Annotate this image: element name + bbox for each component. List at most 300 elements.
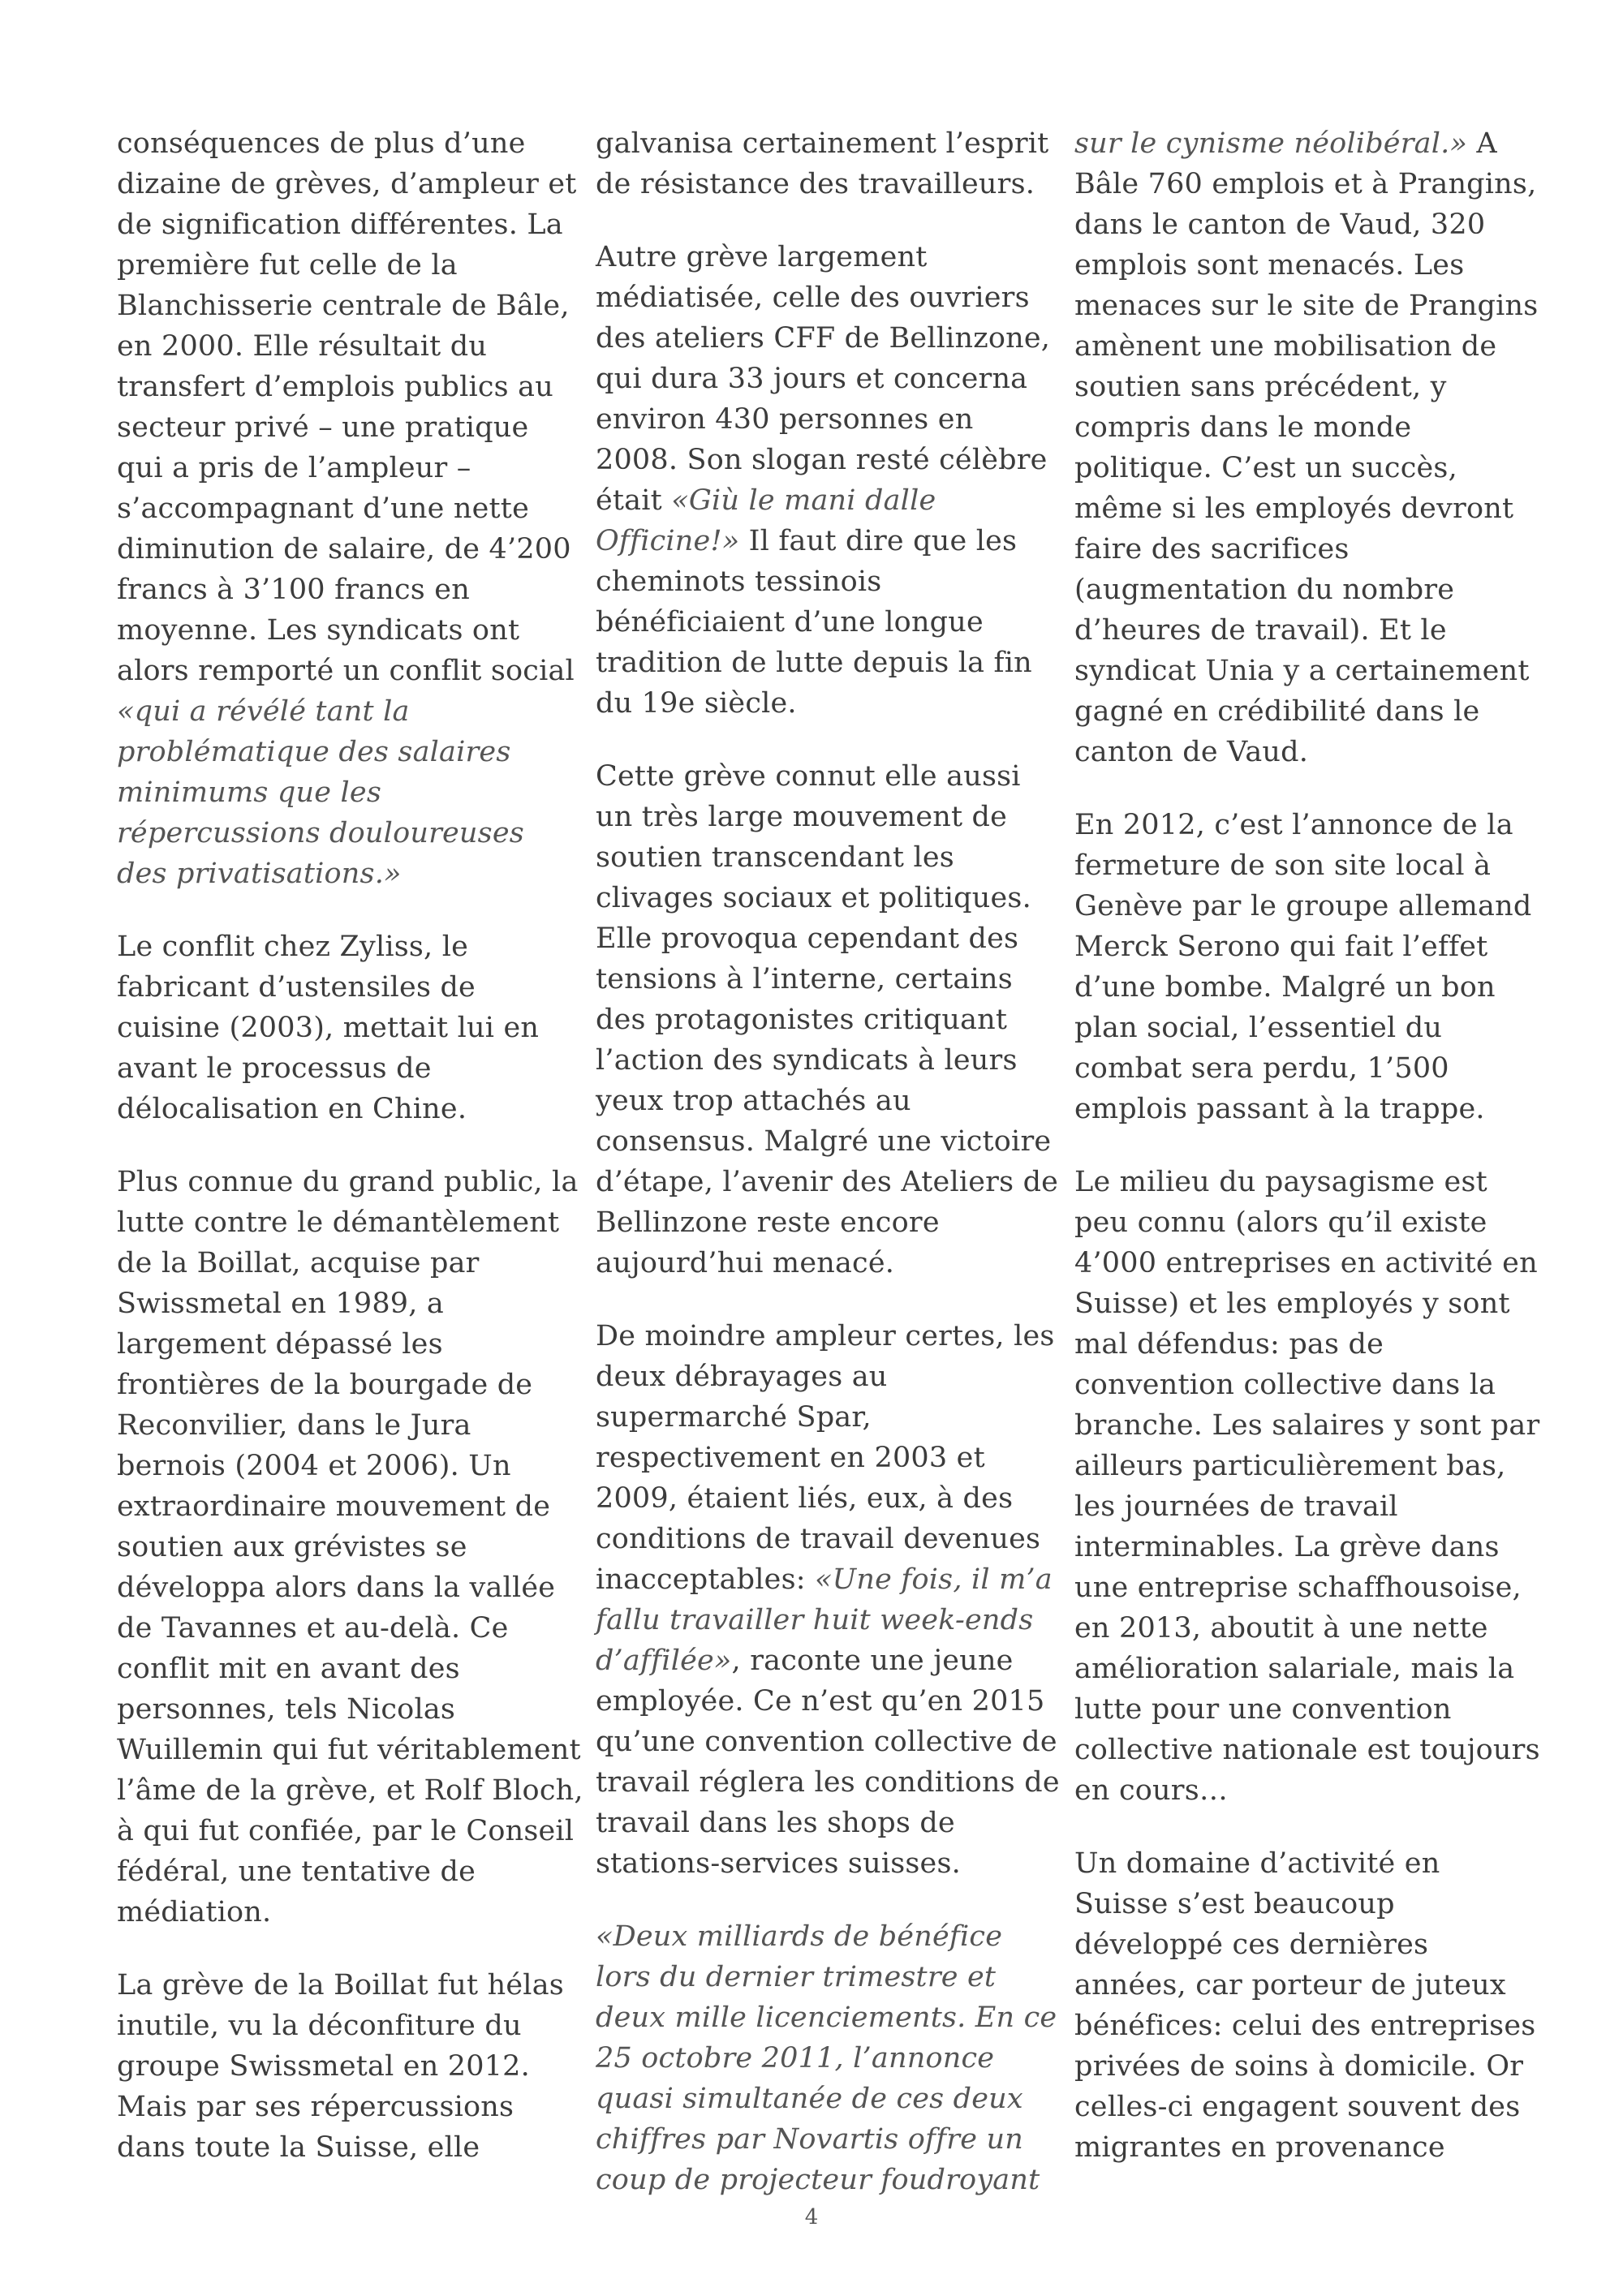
text-segment: de Tavannes et au-delà. Ce [117,1612,509,1645]
text-line [596,1997,1057,2038]
text-line [1074,1486,1525,1527]
text-segment: collective nationale est toujours [1074,1734,1540,1766]
text-segment: en 2013, aboutit à une nette [1074,1612,1488,1645]
text-line [117,529,571,570]
text-line [596,959,1038,1000]
italic-quote-segment: coup de projecteur foudroyant [596,2164,1040,2196]
text-line [596,602,1038,643]
text-line [1074,529,1525,570]
text-line [117,1965,564,2006]
text-segment: une entreprise schaffhousoise, [1074,1572,1522,1604]
text-line [1074,1324,1525,1365]
text-line [1074,1283,1525,1324]
text-line [596,1000,1038,1040]
text-line [596,2079,1038,2119]
text-line [596,359,1038,399]
text-line [1074,845,1525,886]
text-segment: syndicat Unia y a certainement [1074,655,1530,687]
text-segment: cheminots tessinois [596,565,882,598]
text-line [596,1519,1041,1559]
text-line [596,561,1038,602]
text-segment: 2009, étaient liés, eux, à des [596,1482,1014,1515]
text-segment: Suisse s’est beaucoup [1074,1888,1395,1920]
text-line [1074,326,1525,367]
text-line [596,1681,1045,1722]
text-line [117,326,559,367]
text-line [1074,1089,1525,1129]
text-line [117,1446,559,1486]
text-segment: du 19e siècle. [596,687,797,720]
text-segment: personnes, tels Nicolas [117,1693,456,1726]
text-line [596,1843,1038,1884]
text-segment: inutile, vu la déconfiture du [117,2010,522,2042]
text-line [1074,1405,1540,1446]
text-line [117,1048,559,1089]
italic-quote-segment: fallu travailler huit week-ends [596,1604,1034,1636]
text-segment: 4’000 entreprises en activité en [1074,1247,1538,1279]
text-segment: Plus connue du grand public, la [117,1166,579,1198]
text-segment: d’une bombe. Malgré un bon [1074,971,1496,1004]
text-segment: soutien transcendant les [596,841,954,874]
text-line [1074,2127,1525,2168]
text-segment: migrantes en provenance [1074,2131,1445,2164]
text-segment: médiation. [117,1896,272,1928]
text-segment: avant le processus de [117,1052,432,1085]
text-segment: Autre grève largement [596,241,928,273]
text-segment: dizaine de grèves, d’ampleur et [117,168,577,200]
text-line [117,407,559,448]
italic-quote-segment: sur le cynisme néolibéral.» [1074,127,1468,160]
text-line [117,651,575,691]
paragraph [1074,1162,1540,1811]
text-line [1074,1527,1525,1567]
text-segment: en 2000. Elle résultait du [117,330,488,363]
text-line [1074,245,1525,286]
text-segment: dans toute la Suisse, elle [117,2131,480,2164]
text-segment: d’heures de travail). Et le [1074,614,1447,647]
text-column-3 [1074,123,1540,2200]
text-segment: branche. Les salaires y sont par [1074,1409,1540,1442]
italic-quote-segment: «Deux milliards de bénéfice [596,1920,1003,1953]
text-line [596,1916,1038,1957]
text-line [1074,488,1525,529]
text-line [117,1486,559,1527]
text-line [117,1283,559,1324]
text-line [596,1357,1038,1397]
text-line [596,318,1051,359]
text-line [117,286,570,326]
text-segment: conditions de travail devenues [596,1523,1041,1555]
text-segment: ailleurs particulièrement bas, [1074,1450,1506,1482]
text-segment: qu’une convention collective de [596,1726,1057,1758]
paragraph [596,123,1049,204]
text-line [1074,886,1532,927]
text-segment: première fut celle de la [117,249,458,282]
text-segment: moyenne. Les syndicats ont [117,614,520,647]
text-line [1074,2087,1525,2127]
text-segment: qui a pris de l’ampleur – [117,452,471,484]
text-line [117,1811,575,1851]
text-line [117,1405,559,1446]
italic-quote-segment: «Une fois, il m’a [815,1563,1053,1596]
text-segment: De moindre ampleur certes, les [596,1320,1055,1352]
text-segment: aujourd’hui menacé. [596,1247,895,1279]
text-line [1074,651,1530,691]
text-line [117,1162,579,1202]
text-segment: alors remporté un conflit social [117,655,575,687]
text-segment: En 2012, c’est l’annonce de la [1074,809,1513,841]
paragraph [596,1316,1060,1884]
text-line [117,1567,559,1608]
text-segment: consensus. Malgré une victoire [596,1125,1052,1158]
text-line [117,1851,559,1892]
text-line [596,878,1038,918]
text-segment: (augmentation du nombre [1074,574,1455,606]
text-segment: secteur privé – une pratique [117,411,529,444]
text-segment: était [596,484,672,517]
text-line [117,691,559,732]
text-line [596,1397,1038,1438]
paragraph [596,756,1059,1283]
text-line [596,643,1038,683]
text-line [596,797,1038,837]
text-line [117,1730,581,1770]
italic-quote-segment: lors du dernier trimestre et [596,1961,997,1993]
text-segment: deux débrayages au [596,1361,888,1393]
paragraph [117,927,559,1129]
text-segment: en cours… [1074,1774,1229,1807]
text-segment: frontières de la bourgade de [117,1369,533,1401]
text-segment: Le conflit chez Zyliss, le [117,931,469,963]
text-line [117,2046,559,2087]
text-segment: médiatisée, celle des ouvriers [596,282,1030,314]
text-segment: transfert d’emplois publics au [117,371,553,403]
text-line [1074,1689,1525,1730]
text-segment: La grève de la Boillat fut hélas [117,1969,564,2001]
text-line [1074,691,1525,732]
text-segment: tradition de lutte depuis la fin [596,647,1032,679]
text-line [117,1365,559,1405]
text-line [117,367,559,407]
text-segment: Elle provoqua cependant des [596,922,1019,955]
text-segment: tensions à l’interne, certains [596,963,1013,995]
text-line [1074,1008,1525,1048]
text-line [1074,1924,1525,1965]
text-column-1 [117,123,583,2200]
text-segment: lutte pour une convention [1074,1693,1452,1726]
text-segment: dans le canton de Vaud, 320 [1074,209,1486,241]
text-line [1074,1730,1540,1770]
text-line [1074,1608,1525,1649]
italic-quote-segment: deux mille licenciements. En ce [596,2001,1057,2034]
text-segment: lutte contre le démantèlement [117,1206,560,1239]
text-line [117,1202,559,1243]
text-segment: Reconvilier, dans le Jura [117,1409,471,1442]
text-line [117,967,559,1008]
text-line [1074,1567,1525,1608]
text-line [596,237,1038,277]
text-segment: compris dans le monde [1074,411,1412,444]
text-segment: interminables. La grève dans [1074,1531,1500,1563]
text-segment: des ateliers CFF de Bellinzone, [596,322,1051,355]
text-line [117,570,559,610]
text-segment: diminution de salaire, de 4’200 [117,533,571,565]
italic-quote-segment: Officine!» [596,525,740,557]
italic-quote-segment: minimums que les [117,776,381,809]
text-segment: emplois passant à la trappe. [1074,1093,1485,1125]
text-line [1074,1243,1538,1283]
text-line [117,2087,559,2127]
text-segment: Blanchisserie centrale de Bâle, [117,290,570,322]
text-segment: peu connu (alors qu’il existe [1074,1206,1487,1239]
text-segment: menaces sur le site de Prangins [1074,290,1539,322]
text-line [117,1243,559,1283]
text-segment: largement dépassé les [117,1328,443,1361]
text-segment: qui dura 33 jours et concerna [596,363,1028,395]
text-segment: , raconte une jeune [731,1645,1014,1677]
text-segment: stations-services suisses. [596,1847,961,1880]
text-line [117,245,559,286]
paragraph [117,1965,564,2168]
text-line [117,772,559,813]
text-line [596,480,1038,521]
text-segment: Bâle 760 emplois et à Prangins, [1074,168,1537,200]
paragraph [1074,123,1539,772]
text-line [117,1649,559,1689]
text-segment: de résistance des travailleurs. [596,168,1035,200]
text-line [1074,927,1525,967]
text-segment: conflit mit en avant des [117,1653,460,1685]
text-line [1074,1770,1525,1811]
text-line [1074,967,1525,1008]
text-line [596,1081,1038,1121]
text-segment: faire des sacrifices [1074,533,1350,565]
text-line [117,1689,559,1730]
text-segment: politique. C’est un succès, [1074,452,1457,484]
text-line [117,1527,559,1567]
text-segment: amènent une mobilisation de [1074,330,1497,363]
text-line [596,2038,1038,2079]
text-segment: cuisine (2003), mettait lui en [117,1012,540,1044]
text-line [117,1008,559,1048]
text-line [1074,1446,1525,1486]
text-segment: privées de soins à domicile. Or [1074,2050,1524,2083]
text-segment: s’accompagnant d’une nette [117,492,529,525]
text-line [1074,1649,1525,1689]
text-segment: supermarché Spar, [596,1401,872,1434]
text-segment: des protagonistes critiquant [596,1004,1008,1036]
text-line [1074,570,1525,610]
text-line [1074,2006,1536,2046]
text-segment: soutien aux grévistes se [117,1531,467,1563]
text-segment: canton de Vaud. [1074,736,1309,768]
text-line [596,918,1038,959]
text-segment: celles-ci engagent souvent des [1074,2091,1521,2123]
text-segment: un très large mouvement de [596,801,1008,833]
italic-quote-segment: chiffres par Novartis offre un [596,2123,1023,2156]
text-line [1074,1162,1525,1202]
text-line [1074,204,1525,245]
text-line [1074,286,1539,326]
text-line [596,837,1038,878]
text-line [117,1770,583,1811]
text-segment: l’âme de la grève, et Rolf Bloch, [117,1774,583,1807]
text-line [1074,164,1537,204]
text-segment: Cette grève connut elle aussi [596,760,1021,793]
text-line [1074,1365,1525,1405]
text-line [596,1316,1055,1357]
text-line [596,1478,1038,1519]
text-segment: groupe Swissmetal en 2012. [117,2050,530,2083]
text-segment: plan social, l’essentiel du [1074,1012,1443,1044]
italic-quote-segment: des privatisations.» [117,858,402,890]
text-segment: A [1467,127,1497,160]
text-segment: Genève par le groupe allemand [1074,890,1532,922]
text-segment: à qui fut confiée, par le Conseil [117,1815,575,1847]
text-segment: même si les employés devront [1074,492,1514,525]
italic-quote-segment: problématique des salaires [117,736,511,768]
text-segment: yeux trop attachés au [596,1085,911,1117]
text-segment: développa alors dans la vallée [117,1572,556,1604]
italic-quote-segment: «qui a révélé tant la [117,695,410,728]
text-line [596,756,1038,797]
text-segment: de la Boillat, acquise par [117,1247,480,1279]
text-line [596,683,1038,724]
text-segment: développé ces dernières [1074,1928,1429,1961]
text-line [117,1324,559,1365]
text-segment: travail réglera les conditions de [596,1766,1060,1799]
text-line [1074,1965,1525,2006]
italic-quote-segment: d’affilée» [596,1645,732,1677]
paragraph [1074,805,1532,1129]
text-line [117,164,577,204]
text-line [1074,367,1525,407]
text-segment: Merck Serono qui fait l’effet [1074,931,1488,963]
text-line [596,164,1038,204]
text-line [596,1803,1038,1843]
text-segment: l’action des syndicats à leurs [596,1044,1018,1077]
text-line [1074,1884,1525,1924]
text-line [596,1559,1053,1600]
text-line [1074,732,1525,772]
text-line [1074,448,1525,488]
text-segment: employée. Ce n’est qu’en 2015 [596,1685,1045,1718]
text-segment: respectivement en 2003 et [596,1442,985,1474]
text-segment: Mais par ses répercussions [117,2091,514,2123]
text-line [117,813,559,853]
text-line [1074,123,1525,164]
text-segment: amélioration salariale, mais la [1074,1653,1515,1685]
text-segment: les journées de travail [1074,1490,1398,1523]
text-segment: de signification différentes. La [117,209,563,241]
italic-quote-segment: 25 octobre 2011, l’annonce [596,2042,995,2075]
text-line [596,123,1049,164]
text-line [117,2127,559,2168]
text-line [117,2006,559,2046]
text-line [596,1600,1038,1640]
text-line [117,488,559,529]
text-line [117,732,559,772]
text-segment: années, car porteur de juteux [1074,1969,1506,2001]
text-segment: fabricant d’ustensiles de [117,971,476,1004]
page-number: 4 [804,2205,819,2229]
text-segment: Il faut dire que les [739,525,1018,557]
text-segment: emplois sont menacés. Les [1074,249,1465,282]
text-line [596,399,1038,440]
text-segment: conséquences de plus d’une [117,127,526,160]
text-line [596,1640,1038,1681]
text-segment: travail dans les shops de [596,1807,955,1839]
text-segment: inacceptables: [596,1563,816,1596]
text-line [596,2160,1038,2200]
text-segment: Un domaine d’activité en [1074,1847,1440,1880]
text-line [117,1608,559,1649]
text-line [596,1762,1060,1803]
text-segment: bénéfices: celui des entreprises [1074,2010,1536,2042]
text-segment: soutien sans précédent, y [1074,371,1447,403]
text-segment: convention collective dans la [1074,1369,1496,1401]
text-segment: environ 430 personnes en [596,403,974,436]
text-segment: gagné en crédibilité dans le [1074,695,1480,728]
text-line [596,1040,1038,1081]
text-line [1074,2046,1525,2087]
text-line [1074,407,1525,448]
text-line [117,204,563,245]
text-segment: bernois (2004 et 2006). Un [117,1450,511,1482]
text-line [596,277,1038,318]
text-line [596,2119,1038,2160]
text-line [117,123,559,164]
text-line [117,610,559,651]
text-segment: Swissmetal en 1989, a [117,1288,444,1320]
paragraph [117,123,577,894]
text-line [117,448,559,488]
italic-quote-segment: répercussions douloureuses [117,817,524,849]
text-line [596,1243,1038,1283]
text-column-2 [596,123,1060,2233]
text-segment: Le milieu du paysagisme est [1074,1166,1487,1198]
text-segment: mal défendus: pas de [1074,1328,1384,1361]
text-line [117,1089,559,1129]
text-line [1074,1202,1525,1243]
text-line [1074,610,1525,651]
text-line [1074,1843,1525,1884]
text-line [596,1438,1038,1478]
text-line [596,521,1038,561]
paragraph [1074,1843,1536,2168]
paragraph [117,1162,583,1933]
text-segment: galvanisa certainement l’esprit [596,127,1049,160]
text-segment: clivages sociaux et politiques. [596,882,1031,914]
text-segment: fermeture de son site local à [1074,849,1492,882]
text-line [117,853,559,894]
text-line [1074,805,1525,845]
text-segment: bénéficiaient d’une longue [596,606,984,638]
italic-quote-segment: «Giù le mani dalle [671,484,936,517]
text-line [596,1121,1052,1162]
text-line [117,1892,559,1933]
paragraph [596,1916,1057,2200]
paragraph [596,237,1051,724]
text-line [596,440,1048,480]
text-segment: délocalisation en Chine. [117,1093,467,1125]
text-segment: extraordinaire mouvement de [117,1490,551,1523]
text-segment: combat sera perdu, 1’500 [1074,1052,1449,1085]
text-segment: 2008. Son slogan resté célèbre [596,444,1048,476]
text-line [1074,1048,1525,1089]
text-line [117,927,559,967]
text-segment: fédéral, une tentative de [117,1855,476,1888]
